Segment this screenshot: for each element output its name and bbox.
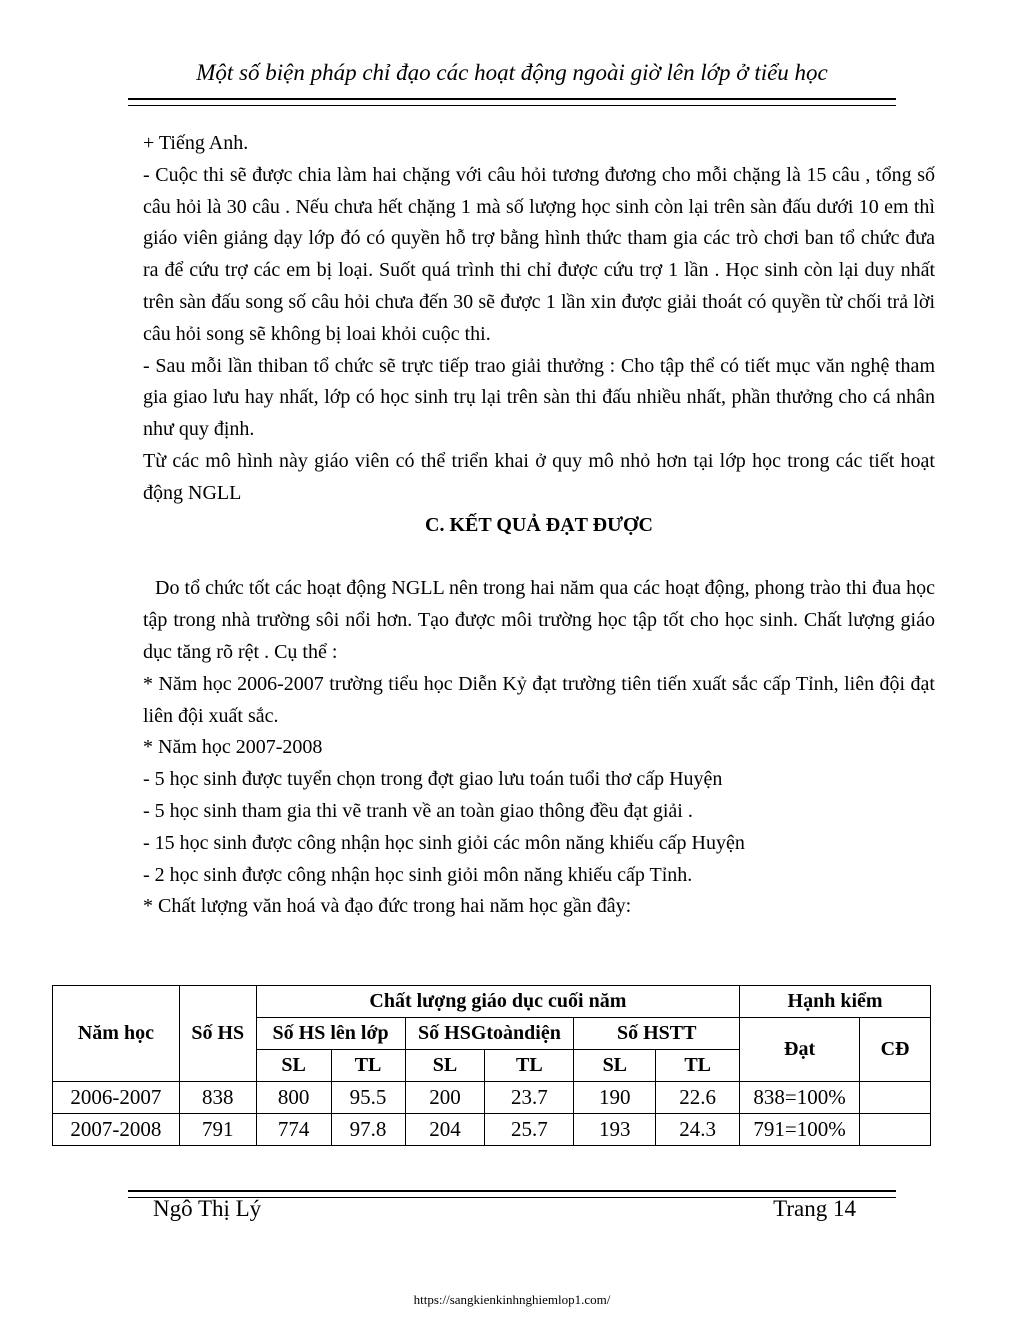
cell-advanced-tl: 24.3 — [656, 1114, 740, 1146]
paragraph: - 2 học sinh được công nhận học sinh giỏi môn năng khiếu cấp Tỉnh. — [143, 863, 693, 886]
cell-year: 2007-2008 — [53, 1114, 180, 1146]
header-cell-tl: TL — [485, 1050, 574, 1082]
results-table — [52, 985, 931, 1146]
table-header-row — [53, 986, 931, 1018]
header-cell-sl: SL — [256, 1050, 331, 1082]
cell-promoted-tl: 97.8 — [331, 1114, 405, 1146]
cell-promoted-tl: 95.5 — [331, 1082, 405, 1114]
cell-pass: 838=100% — [740, 1082, 860, 1114]
header-cell-promoted: Số HS lên lớp — [256, 1018, 405, 1050]
paragraph: * Năm học 2007-2008 — [143, 736, 323, 759]
table-row — [53, 1114, 931, 1146]
cell-allround-sl: 200 — [405, 1082, 485, 1114]
cell-promoted-sl: 774 — [256, 1114, 331, 1146]
footer-page-number: Trang 14 — [773, 1196, 856, 1221]
cell-cd — [860, 1082, 931, 1114]
spacer — [143, 541, 935, 573]
paragraph: - 5 học sinh tham gia thi vẽ tranh về an toàn giao thông đều đạt giải . — [143, 799, 693, 822]
header-cell-sl: SL — [574, 1050, 656, 1082]
footer-author: Ngô Thị Lý — [153, 1196, 262, 1221]
paragraph: - Sau mỗi lần thiban tổ chức sẽ trực tiếp trao giải thưởng : Cho tập thể có tiết mục văn nghệ tham gia giao lưu hay nhất, lớp có học sinh trụ lại trên sàn thi đấu nhiều nhất, phần thưởng cho cá nhân như quy định. — [143, 354, 935, 441]
document-body — [143, 128, 935, 923]
table-row — [53, 1082, 931, 1114]
header-divider — [128, 98, 896, 106]
paragraph: - Cuộc thi sẽ được chia làm hai chặng với câu hỏi tương đương cho mỗi chặng là 15 câu , tổng số câu hỏi là 30 câu . Nếu chưa hết chặng 1 mà số lượng học sinh còn lại trên sàn đấu dưới 10 em thì giáo viên giảng dạy lớp đó có quyền hỗ trợ bằng hình thức tham gia các trò chơi ban tổ chức đưa ra để cứu trợ các em bị loại. Suốt quá trình thi chỉ được cứu trợ 1 lần . Học sinh còn lại duy nhất trên sàn đấu song số câu hỏi chưa đến 30 sẽ được 1 lần xin được giải thoát có quyền từ chối trả lời câu hỏi song sẽ không bị loai khỏi cuộc thi. — [143, 163, 935, 345]
header-cell-pass: Đạt — [740, 1018, 860, 1082]
section-heading: C. KẾT QUẢ ĐẠT ĐƯỢC — [425, 513, 653, 536]
header-cell-cd: CĐ — [860, 1018, 931, 1082]
paragraph: * Chất lượng văn hoá và đạo đức trong hai năm học gần đây: — [143, 895, 632, 918]
header-cell-year: Năm học — [53, 986, 180, 1082]
paragraph: - 5 học sinh được tuyển chọn trong đợt giao lưu toán tuổi thơ cấp Huyện — [143, 768, 723, 791]
cell-allround-tl: 23.7 — [485, 1082, 574, 1114]
cell-advanced-sl: 193 — [574, 1114, 656, 1146]
source-url-link[interactable]: https://sangkienkinhnghiemlop1.com/ — [413, 1292, 611, 1307]
paragraph: Từ các mô hình này giáo viên có thể triển khai ở quy mô nhỏ hơn tại lớp học trong các tiết hoạt động NGLL — [143, 449, 935, 504]
cell-year: 2006-2007 — [53, 1082, 180, 1114]
cell-count: 838 — [179, 1082, 256, 1114]
header-cell-advanced: Số HSTT — [574, 1018, 740, 1050]
header-cell-quality: Chất lượng giáo dục cuối năm — [256, 986, 739, 1018]
header-cell-allround: Số HSGtoàndiện — [405, 1018, 574, 1050]
paragraph: Do tổ chức tốt các hoạt động NGLL nên trong hai năm qua các hoạt động, phong trào thi đua học tập trong nhà trường sôi nổi hơn. Tạo được môi trường học tập tốt cho học sinh. Chất lượng giáo dục tăng rõ rệt . Cụ thể : — [143, 577, 935, 663]
cell-advanced-sl: 190 — [574, 1082, 656, 1114]
paragraph: + Tiếng Anh. — [143, 132, 249, 154]
cell-pass: 791=100% — [740, 1114, 860, 1146]
cell-allround-tl: 25.7 — [485, 1114, 574, 1146]
paragraph: * Năm học 2006-2007 trường tiểu học Diễn Kỷ đạt trường tiên tiến xuất sắc cấp Tỉnh, liên đội đạt liên đội xuất sắc. — [143, 672, 935, 727]
header-cell-sl: SL — [405, 1050, 485, 1082]
cell-promoted-sl: 800 — [256, 1082, 331, 1114]
cell-advanced-tl: 22.6 — [656, 1082, 740, 1114]
cell-count: 791 — [179, 1114, 256, 1146]
header-cell-tl: TL — [331, 1050, 405, 1082]
header-cell-tl: TL — [656, 1050, 740, 1082]
page-header-title: Một số biện pháp chỉ đạo các hoạt động ngoài giờ lên lớp ở tiểu học — [196, 60, 828, 85]
header-cell-count: Số HS — [179, 986, 256, 1082]
cell-cd — [860, 1114, 931, 1146]
cell-allround-sl: 204 — [405, 1114, 485, 1146]
header-cell-conduct: Hạnh kiểm — [740, 986, 931, 1018]
paragraph: - 15 học sinh được công nhận học sinh giỏi các môn năng khiếu cấp Huyện — [143, 831, 745, 854]
